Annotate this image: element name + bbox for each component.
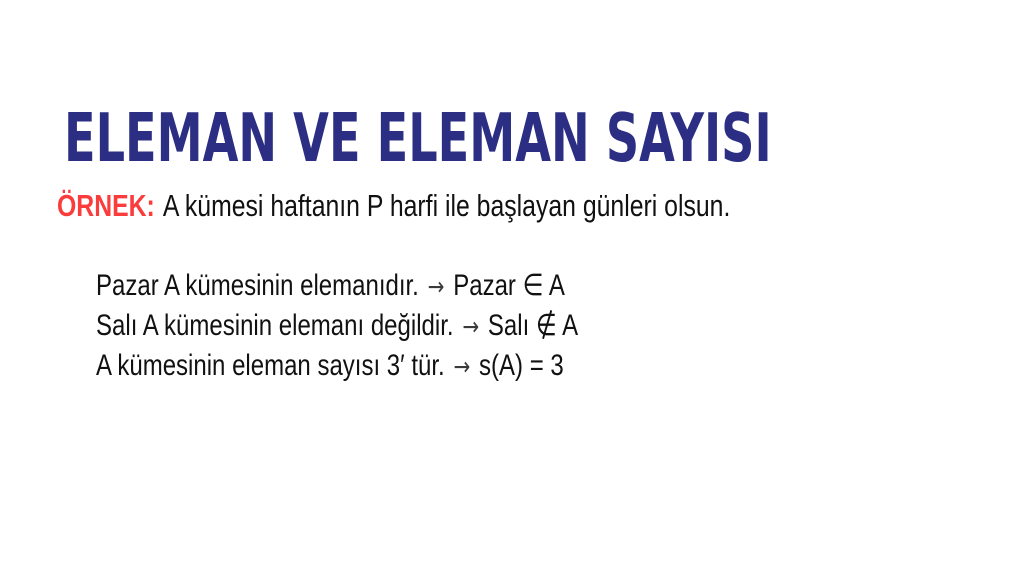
right-arrow-icon: → — [462, 312, 480, 341]
statement-line — [96, 306, 578, 346]
set-notation: Pazar ∈ A — [453, 269, 565, 302]
statement-text: Pazar A kümesinin elemanıdır. — [96, 269, 419, 302]
right-arrow-icon: → — [453, 352, 471, 381]
right-arrow-icon: → — [427, 272, 445, 301]
statement-text: A kümesinin eleman sayısı 3′ tür. — [96, 349, 445, 382]
set-notation: Salı ∉ A — [487, 309, 579, 342]
statement-line — [96, 266, 578, 306]
slide-title: ELEMAN VE ELEMAN SAYISI — [64, 98, 772, 177]
set-notation: s(A) = 3 — [479, 349, 564, 382]
example-sentence: A kümesi haftanın P harfi ile başlayan günleri olsun. — [162, 188, 731, 223]
statement-text: Salı A kümesinin elemanı değildir. — [96, 309, 454, 342]
example-label: ÖRNEK: — [57, 188, 155, 223]
example-line — [57, 187, 730, 224]
statements-block — [96, 266, 578, 386]
statement-line — [96, 346, 578, 386]
